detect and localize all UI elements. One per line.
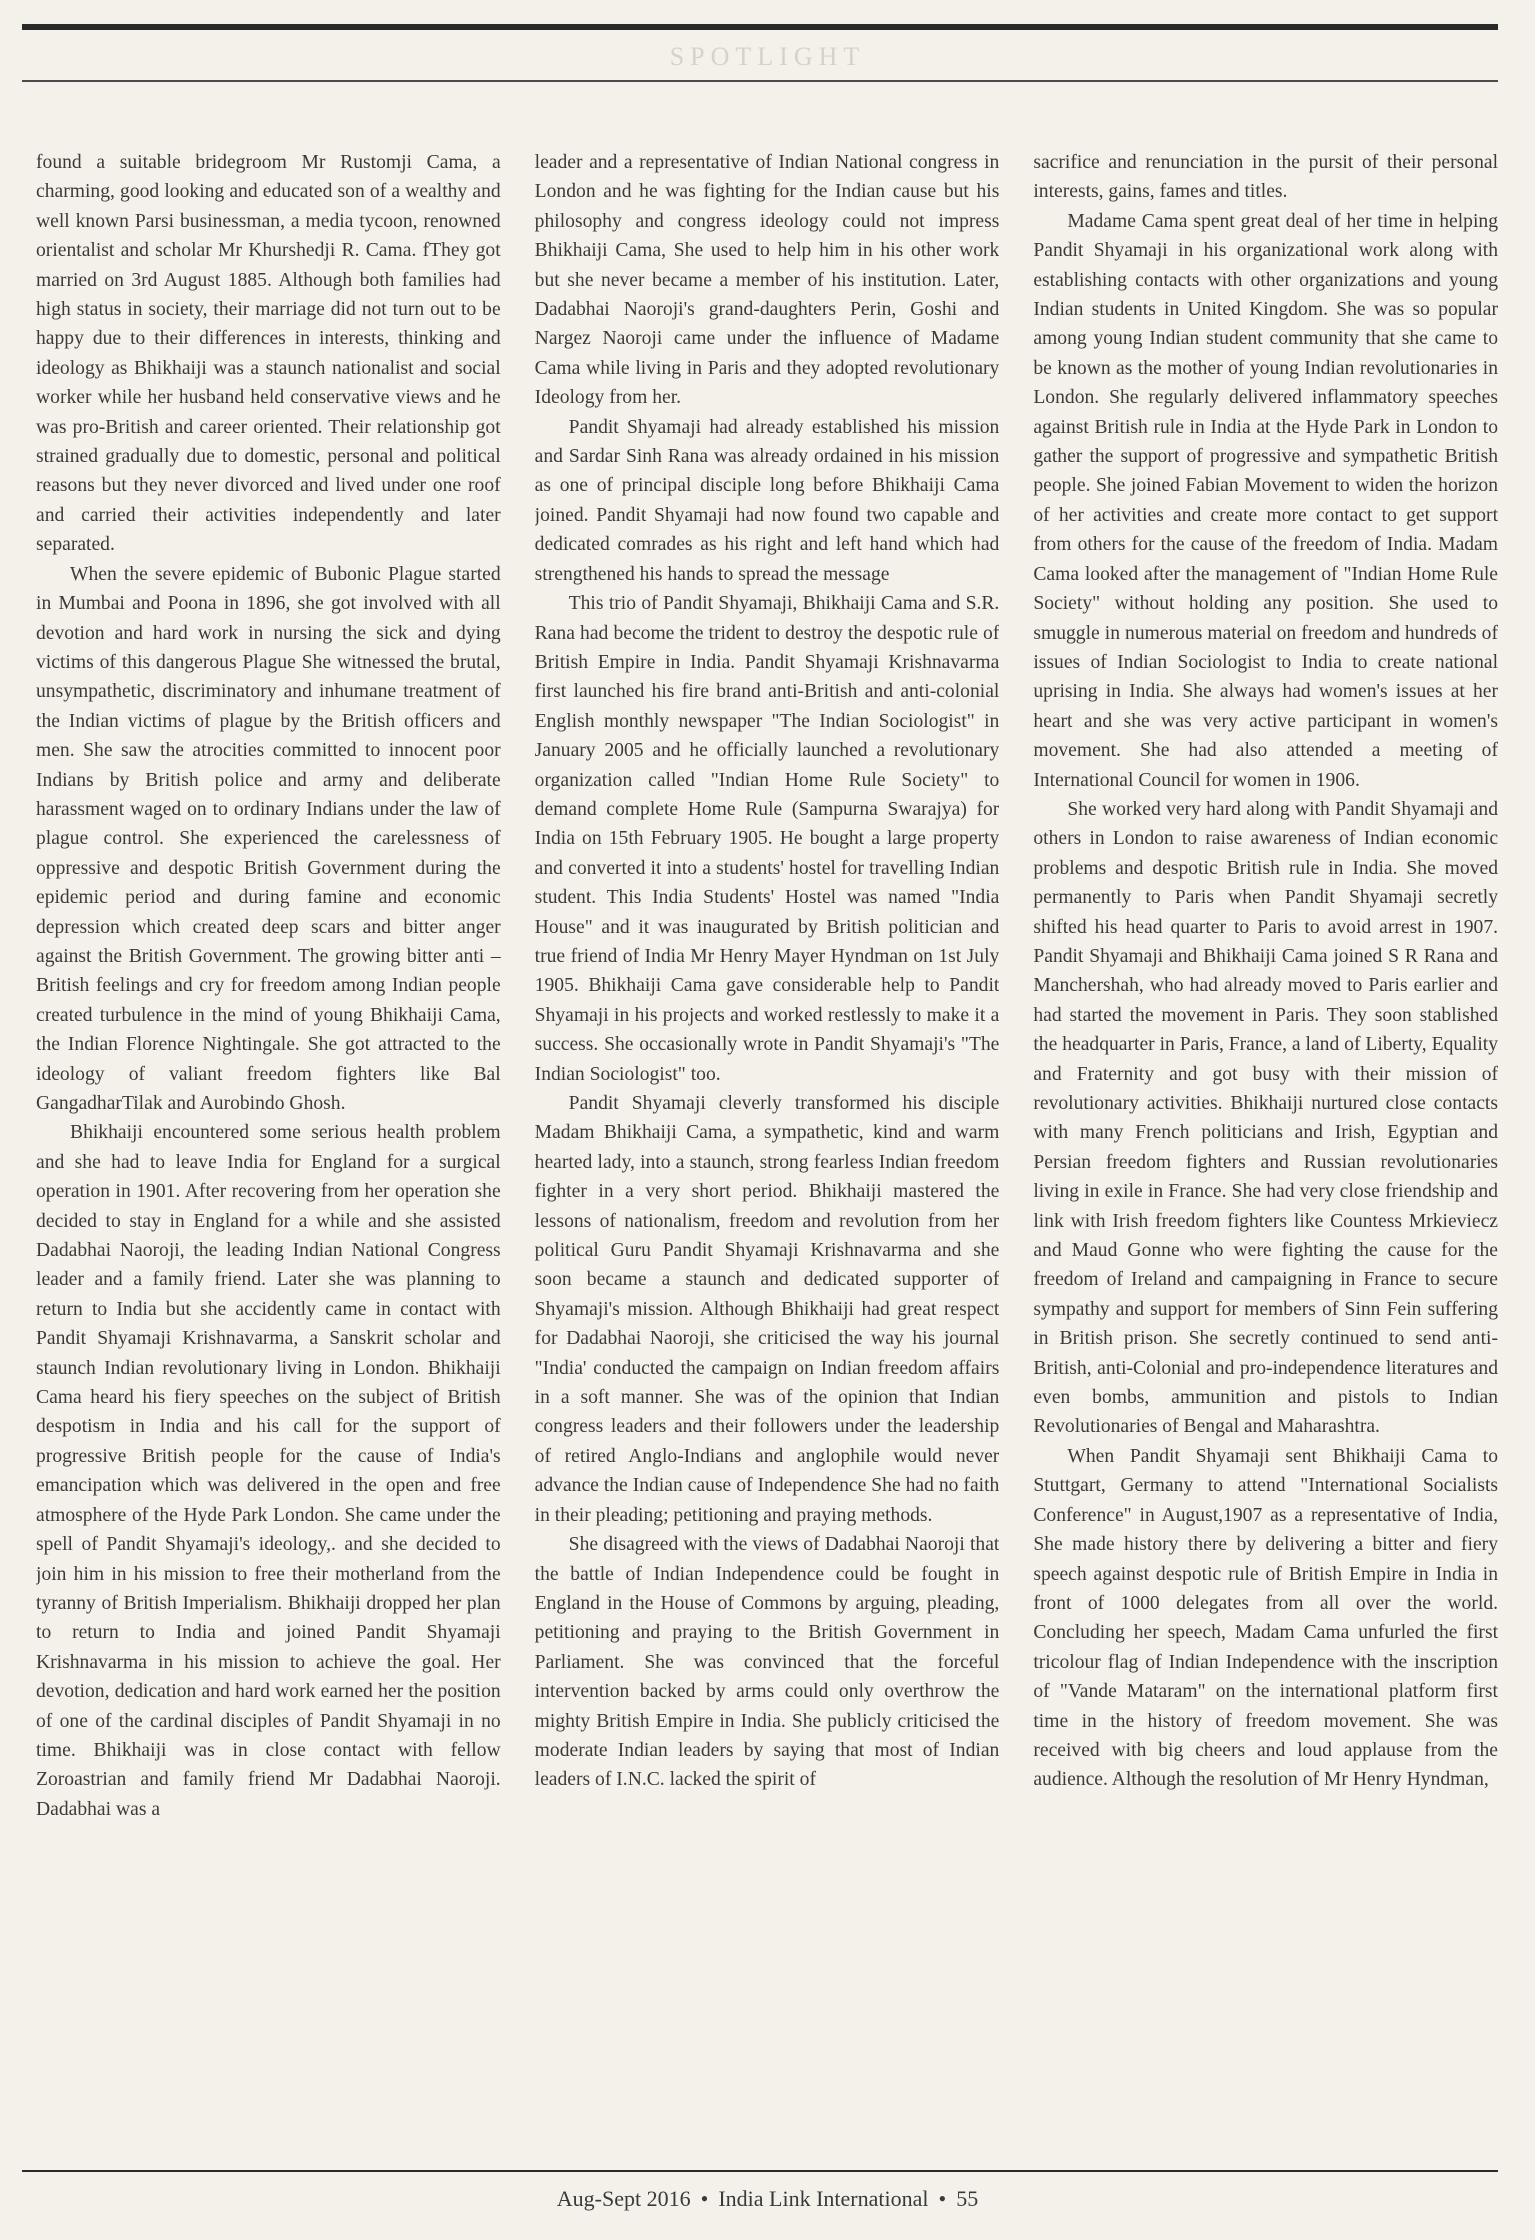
paragraph: Madame Cama spent great deal of her time in helping Pandit Shyamaji in his organizational work along with establishing contacts with other organizations and young Indian students in United Kingdom. She was so popular among young Indian student community that she came to be known as the mother of young Indian revolutionaries in London. She regularly delivered inflammatory speeches against British rule in India at the Hyde Park in London to gather the support of progressive and sympathetic British people. She joined Fabian Movement to widen the horizon of her activities and create more contact to get support from others for the cause of the freedom of India. Madam Cama looked after the management of "Indian Home Rule Society" without holding any position. She used to smuggle in numerous material on freedom and hundreds of issues of Indian Sociologist to India to create national uprising in India. She always had women's issues at her heart and she was very active participant in women's movement. She had also attended a meeting of International Council for women in 1906. <box>1033 210 1499 791</box>
footer-separator: • <box>938 2186 947 2211</box>
paragraph: leader and a representative of Indian National congress in London and he was fighting for the Indian cause but his philosophy and congress ideology could not impress Bhikhaiji Cama, She used to help him in his other work but she never became a member of his institution. Later, Dadabhai Naoroji's grand-daughters Perin, Goshi and Nargez Naoroji came under the influence of Madame Cama while living in Paris and they adopted revolutionary Ideology from her. <box>534 152 1000 409</box>
section-label: SPOTLIGHT <box>669 42 866 71</box>
paragraph: This trio of Pandit Shyamaji, Bhikhaiji Cama and S.R. Rana had become the trident to destroy the despotic rule of British Empire in India. Pandit Shyamaji Krishnavarma first launched his fire brand anti-British and anti-colonial English monthly newspaper "The Indian Sociologist" in January 2005 and he officially launched a revolutionary organization called "Indian Home Rule Society" to demand complete Home Rule (Sampurna Swarajya) for India on 15th February 1905. He bought a large property and converted it into a students' hostel for travelling Indian student. This India Students' Hostel was named "India House" and it was inaugurated by British politician and true friend of India Mr Henry Mayer Hyndman on 1st July 1905. Bhikhaiji Cama gave considerable help to Pandit Shyamaji in his projects and worked restlessly to make it a success. She occasionally wrote in Pandit Shyamaji's "The Indian Sociologist" too. <box>534 593 1000 1085</box>
article-column-3 <box>1033 148 1498 2103</box>
paragraph: sacrifice and renunciation in the pursit of their personal interests, gains, fames and titles. <box>1033 152 1499 203</box>
paragraph: Pandit Shyamaji had already established his mission and Sardar Sinh Rana was already ordained in his mission as one of principal disciple long before Bhikhaiji Cama joined. Pandit Shyamaji had now found two capable and dedicated comrades as his right and left hand which had strengthened his hands to spread the message <box>534 416 1000 585</box>
paragraph: She worked very hard along with Pandit Shyamaji and others in London to raise awareness of Indian economic problems and despotic British rule in India. She moved permanently to Paris when Pandit Shyamaji secretly shifted his head quarter to Paris to avoid arrest in 1907. Pandit Shyamaji and Bhikhaiji Cama joined S R Rana and Manchershah, who had already moved to Paris earlier and had started the movement in Paris. They soon stablished the headquarter in Paris, France, a land of Liberty, Equality and Fraternity and got busy with their mission of revolutionary activities. Bhikhaiji nurtured close contacts with many French politicians and Irish, Egyptian and Persian freedom fighters and Russian revolutionaries living in exile in France. She had very close friendship and link with Irish freedom fighters like Countess Mrkieviecz and Maud Gonne who were fighting the cause for the freedom of Ireland and campaigning in France to secure sympathy and support for members of Sinn Fein suffering in British prison. She secretly continued to send anti-British, anti-Colonial and pro-independence literatures and even bombs, ammunition and pistols to Indian Revolutionaries of Bengal and Maharashtra. <box>1033 798 1499 1438</box>
footer-rule <box>22 2170 1498 2172</box>
paragraph: She disagreed with the views of Dadabhai Naoroji that the battle of Indian Independence could be fought in England in the House of Commons by arguing, pleading, petitioning and praying to the British Government in Parliament. She was convinced that the forceful intervention backed by arms could only overthrow the mighty British Empire in India. She publicly criticised the moderate Indian leaders by saying that most of Indian leaders of I.N.C. lacked the spirit of <box>534 1534 1000 1791</box>
page-number: 55 <box>956 2186 979 2211</box>
article-column-1 <box>36 148 501 2103</box>
paragraph: When the severe epidemic of Bubonic Plague started in Mumbai and Poona in 1896, she got involved with all devotion and hard work in nursing the sick and dying victims of this dangerous Plague She witnessed the brutal, unsympathetic, discriminatory and inhumane treatment of the Indian victims of plague by the British officers and men. She saw the atrocities committed to innocent poor Indians by British police and army and deliberate harassment waged on to ordinary Indians under the law of plague control. She experienced the carelessness of oppressive and despotic British Government during the epidemic period and during famine and economic depression which created deep scars and bitter anger against the British Government. The growing bitter anti –British feelings and cry for freedom among Indian people created turbulence in the mind of young Bhikhaiji Cama, the Indian Florence Nightingale. She got attracted to the ideology of valiant freedom fighters like Bal GangadharTilak and Aurobindo Ghosh. <box>36 563 501 1114</box>
footer-separator: • <box>700 2186 709 2211</box>
article-body <box>36 148 1498 2103</box>
header-top-rule <box>22 24 1498 30</box>
footer-issue-date: Aug-Sept 2016 <box>556 2186 691 2211</box>
paragraph: Bhikhaiji encountered some serious health problem and she had to leave India for England for a surgical operation in 1901. After recovering from her operation she decided to stay in England for a while and she assisted Dadabhai Naoroji, the leading Indian National Congress leader and a family friend. Later she was planning to return to India but she accidently came in contact with Pandit Shyamaji Krishnavarma, a Sanskrit scholar and staunch Indian revolutionary living in London. Bhikhaiji Cama heard his fiery speeches on the subject of British despotism in India and his call for the support of progressive British people for the cause of India's emancipation which was delivered in the open and free atmosphere of the Hyde Park London. She came under the spell of Pandit Shyamaji's ideology,. and she decided to join him in his mission to free their motherland from the tyranny of British Imperialism. Bhikhaiji dropped her plan to return to India and joined Pandit Shyamaji Krishnavarma in his mission to achieve the goal. Her devotion, dedication and hard work earned her the position of one of the cardinal disciples of Pandit Shyamaji in no time. Bhikhaiji was in close contact with fellow Zoroastrian and family friend Mr Dadabhai Naoroji. Dadabhai was a <box>36 1122 501 1820</box>
page-footer <box>0 2186 1535 2212</box>
paragraph: When Pandit Shyamaji sent Bhikhaiji Cama to Stuttgart, Germany to attend "International Socialists Conference" in August,1907 as a representative of India, She made history there by delivering a bitter and fiery speech against despotic rule of British Empire in India in front of 1000 delegates from all over the world. Concluding her speech, Madam Cama unfurled the first tricolour flag of Indian Independence with the inscription of "Vande Mataram" on the international platform first time in the history of freedom movement. She was received with big cheers and loud applause from the audience. Although the resolution of Mr Henry Hyndman, <box>1033 1445 1499 1791</box>
paragraph: Pandit Shyamaji cleverly transformed his disciple Madam Bhikhaiji Cama, a sympathetic, kind and warm hearted lady, into a staunch, strong fearless Indian freedom fighter in a very short period. Bhikhaiji mastered the lessons of nationalism, freedom and revolution from her political Guru Pandit Shyamaji Krishnavarma and she soon became a staunch and dedicated supporter of Shyamaji's mission. Although Bhikhaiji had great respect for Dadabhai Naoroji, she criticised the way his journal "India' conducted the campaign on Indian freedom affairs in a soft manner. She was of the opinion that Indian congress leaders and their followers under the leadership of retired Anglo-Indians and anglophile would never advance the Indian cause of Independence She had no faith in their pleading; petitioning and praying methods. <box>534 1093 1000 1526</box>
footer-publication: India Link International <box>718 2186 929 2211</box>
article-column-2 <box>535 148 1000 2103</box>
paragraph: found a suitable bridegroom Mr Rustomji Cama, a charming, good looking and educated son of a wealthy and well known Parsi businessman, a media tycoon, renowned orientalist and scholar Mr Khurshedji R. Cama. fThey got married on 3rd August 1885. Although both families had high status in society, their marriage did not turn out to be happy due to their differences in interests, thinking and ideology as Bhikhaiji was a staunch nationalist and social worker while her husband held conservative views and he was pro-British and career oriented. Their relationship got strained gradually due to domestic, personal and political reasons but they never divorced and lived under one roof and carried their activities independently and later separated. <box>36 152 501 556</box>
header-bottom-rule <box>22 80 1498 82</box>
